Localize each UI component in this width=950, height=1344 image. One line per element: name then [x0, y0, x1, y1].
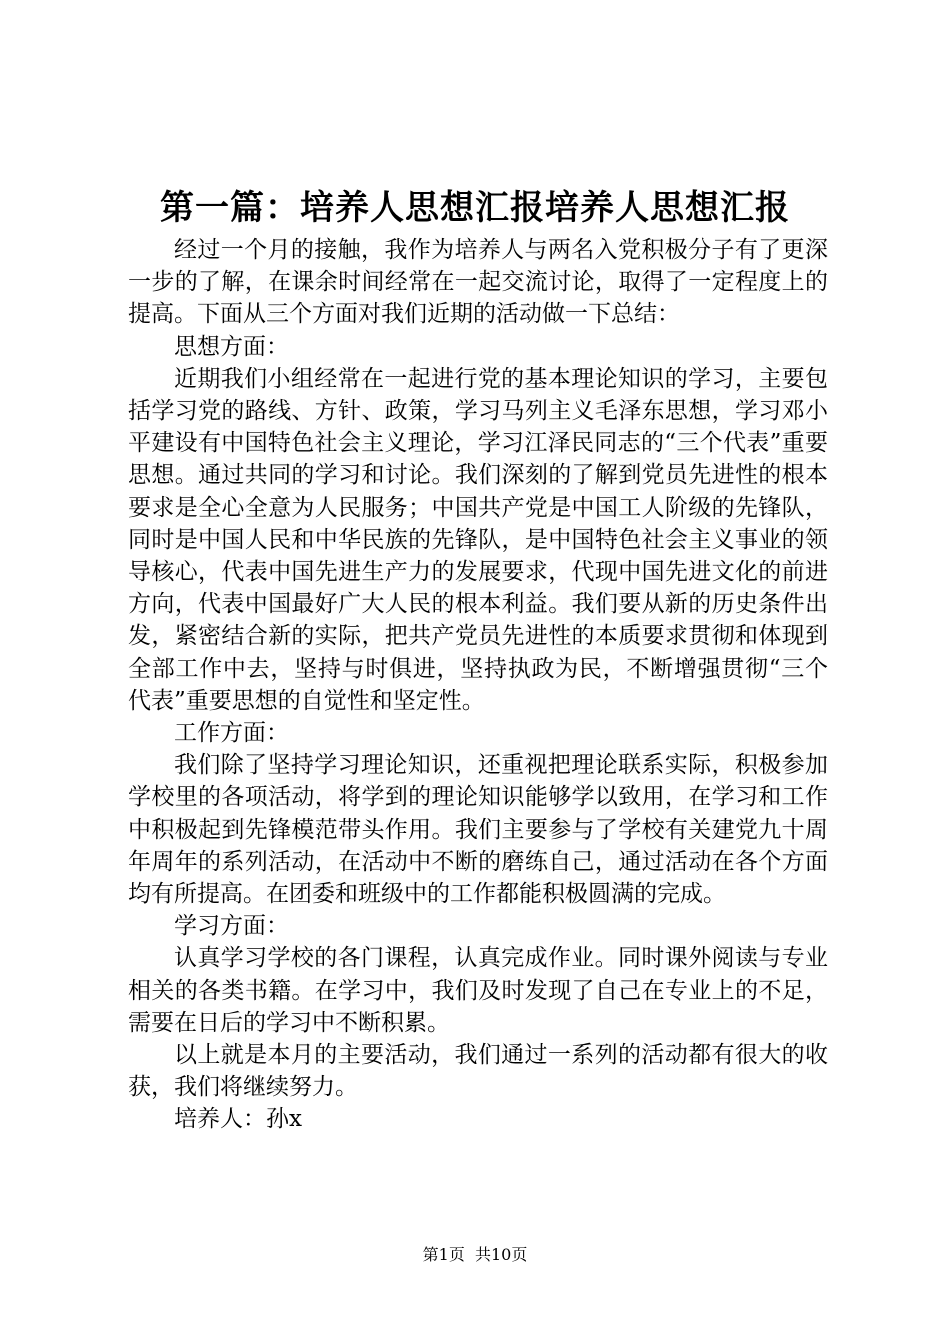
document-title: 第一篇：培养人思想汇报培养人思想汇报 [160, 188, 790, 228]
paragraph-study: 认真学习学校的各门课程，认真完成作业。同时课外阅读与专业相关的各类书籍。在学习中，我们及时发现了自己在专业上的不足，需要在日后的学习中不断积累。 [128, 945, 828, 1036]
page-number-footer: 第1页 共10页 [422, 1245, 528, 1264]
signature-line: 培养人：孙x [174, 1106, 302, 1133]
paragraph-work: 我们除了坚持学习理论知识，还重视把理论联系实际，积极参加学校里的各项活动，将学到的理论知识能够学以致用，在学习和工作中积极起到先锋模范带头作用。我们主要参与了学校有关建党九十周年周年的系列活动，在活动中不断的磨练自己，通过活动在各个方面均有所提高。在团委和班级中的工作都能积极圆满的完成。 [128, 752, 828, 908]
section-heading-work: 工作方面： [174, 720, 289, 747]
paragraph-conclusion: 以上就是本月的主要活动，我们通过一系列的活动都有很大的收获，我们将继续努力。 [128, 1042, 828, 1101]
section-heading-study: 学习方面： [174, 913, 289, 940]
paragraph-intro: 经过一个月的接触，我作为培养人与两名入党积极分子有了更深一步的了解，在课余时间经常在一起交流讨论，取得了一定程度上的提高。下面从三个方面对我们近期的活动做一下总结： [128, 237, 828, 328]
paragraph-thought: 近期我们小组经常在一起进行党的基本理论知识的学习，主要包括学习党的路线、方针、政策，学习马列主义毛泽东思想，学习邓小平建设有中国特色社会主义理论，学习江泽民同志的“三个代表”重要思想。通过共同的学习和讨论。我们深刻的了解到党员先进性的根本要求是全心全意为人民服务；中国共产党是中国工人阶级的先锋队，同时是中国人民和中华民族的先锋队，是中国特色社会主义事业的领导核心，代表中国先进生产力的发展要求，代现中国先进文化的前进方向，代表中国最好广大人民的根本利益。我们要从新的历史条件出发，紧密结合新的实际，把共产党员先进性的本质要求贯彻和体现到全部工作中去，坚持与时俱进，坚持执政为民，不断增强贯彻“三个代表”重要思想的自觉性和坚定性。 [128, 365, 828, 714]
section-heading-thought: 思想方面： [174, 333, 289, 360]
document-body [128, 234, 828, 1136]
